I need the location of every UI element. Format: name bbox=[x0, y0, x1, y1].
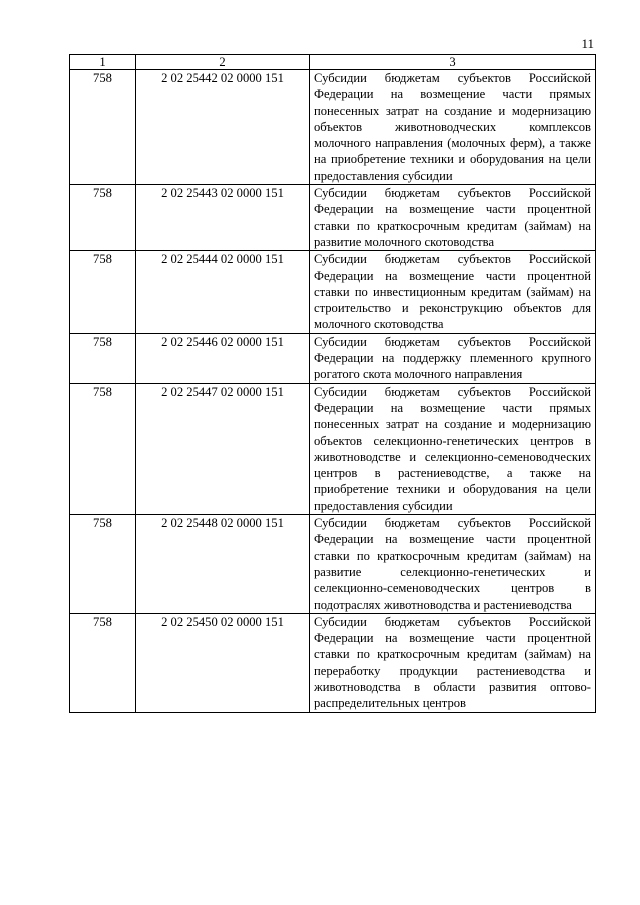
income-name-cell: Субсидии бюджетам субъектов Российской Федерации на возмещение части прямых понесенных затрат на создание и модернизацию объектов селекционно-генетических центров в животноводстве и селекционно-семеноводческих центров в растениеводстве, а также на приобретение техники и оборудования на цели предоставления субсидии bbox=[310, 383, 596, 514]
income-name-cell: Субсидии бюджетам субъектов Российской Федерации на возмещение части процентной ставки по краткосрочным кредитам (займам) на развитие молочного скотоводства bbox=[310, 185, 596, 251]
table-row bbox=[70, 70, 596, 185]
admin-code-cell: 758 bbox=[70, 333, 136, 383]
admin-code-cell: 758 bbox=[70, 185, 136, 251]
budget-code-cell: 2 02 25450 02 0000 151 bbox=[136, 613, 310, 712]
table-row bbox=[70, 383, 596, 514]
table-row bbox=[70, 251, 596, 333]
income-name-cell: Субсидии бюджетам субъектов Российской Федерации на возмещение части процентной ставки по краткосрочным кредитам (займам) на развитие селекционно-генетических и селекционно-семеноводческих центров в подотраслях животноводства и растениеводства bbox=[310, 515, 596, 614]
header-col-3: 3 bbox=[310, 55, 596, 70]
table-row bbox=[70, 613, 596, 712]
admin-code-cell: 758 bbox=[70, 70, 136, 185]
budget-code-cell: 2 02 25447 02 0000 151 bbox=[136, 383, 310, 514]
income-name-cell: Субсидии бюджетам субъектов Российской Федерации на поддержку племенного крупного рогатого скота молочного направления bbox=[310, 333, 596, 383]
budget-code-cell: 2 02 25444 02 0000 151 bbox=[136, 251, 310, 333]
admin-code-cell: 758 bbox=[70, 515, 136, 614]
page-number: 11 bbox=[581, 36, 594, 51]
income-name-cell: Субсидии бюджетам субъектов Российской Федерации на возмещение части процентной ставки по краткосрочным кредитам (займам) на переработку продукции растениеводства и животноводства в области развития оптово-распределительных центров bbox=[310, 613, 596, 712]
budget-code-cell: 2 02 25446 02 0000 151 bbox=[136, 333, 310, 383]
budget-code-cell: 2 02 25442 02 0000 151 bbox=[136, 70, 310, 185]
admin-code-cell: 758 bbox=[70, 251, 136, 333]
table-row bbox=[70, 185, 596, 251]
budget-code-cell: 2 02 25448 02 0000 151 bbox=[136, 515, 310, 614]
income-name-cell: Субсидии бюджетам субъектов Российской Федерации на возмещение части процентной ставки по инвестиционным кредитам (займам) на строительство и реконструкцию объектов для молочного скотоводства bbox=[310, 251, 596, 333]
admin-code-cell: 758 bbox=[70, 383, 136, 514]
table-body bbox=[70, 70, 596, 713]
table-row bbox=[70, 333, 596, 383]
budget-classification-table bbox=[69, 54, 596, 713]
budget-code-cell: 2 02 25443 02 0000 151 bbox=[136, 185, 310, 251]
header-row bbox=[70, 55, 596, 70]
header-col-1: 1 bbox=[70, 55, 136, 70]
income-name-cell: Субсидии бюджетам субъектов Российской Федерации на возмещение части прямых понесенных затрат на создание и модернизацию объектов животноводческих комплексов молочного направления (молочных ферм), а также на приобретение техники и оборудования на цели предоставления субсидии bbox=[310, 70, 596, 185]
admin-code-cell: 758 bbox=[70, 613, 136, 712]
table-row bbox=[70, 515, 596, 614]
table-header bbox=[70, 55, 596, 70]
header-col-2: 2 bbox=[136, 55, 310, 70]
